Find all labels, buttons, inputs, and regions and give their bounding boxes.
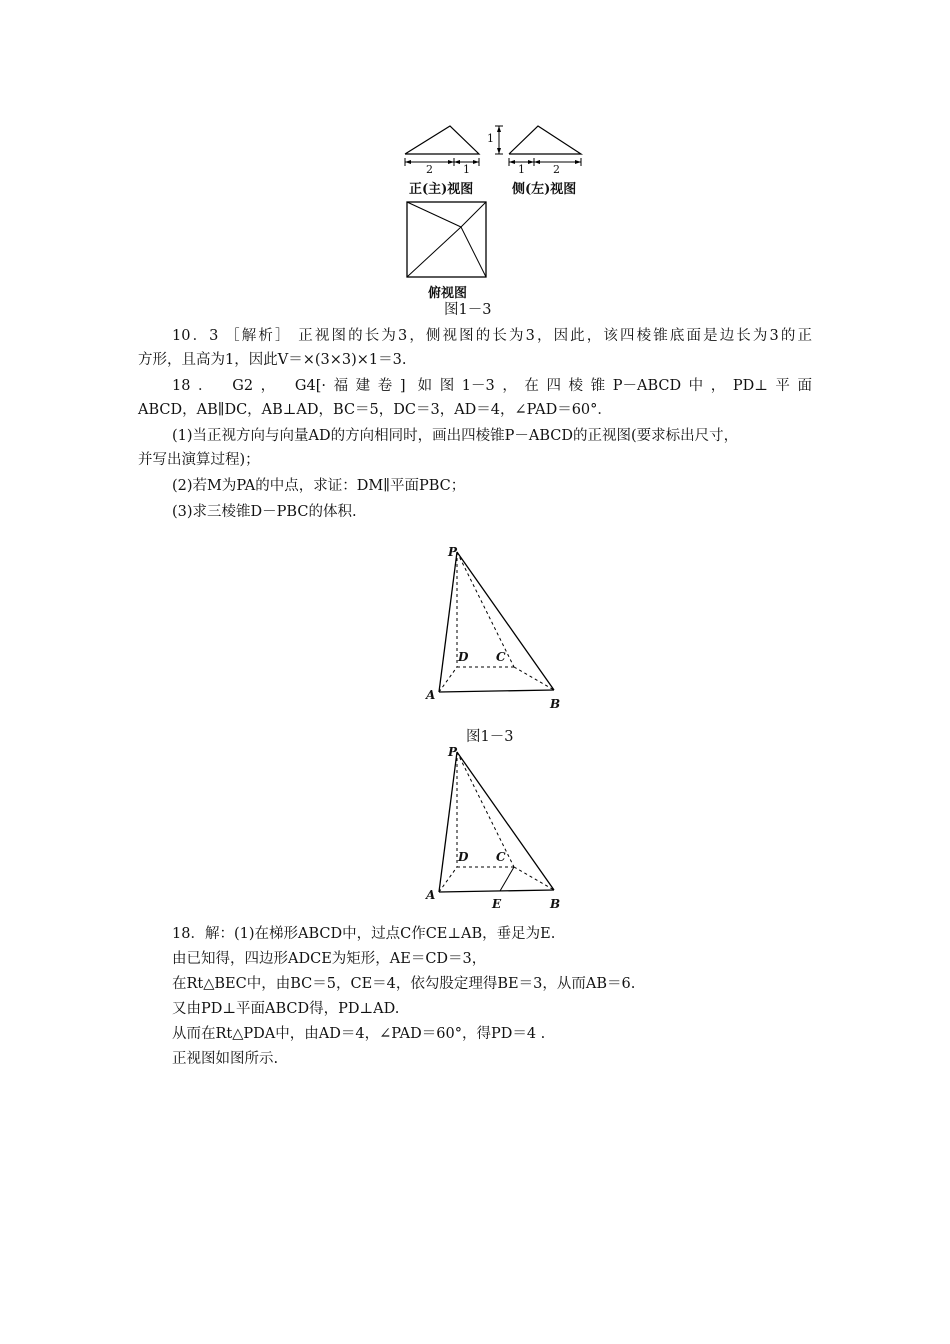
q18-part3: (3)求三棱锥D－PBC的体积.	[172, 504, 357, 520]
q18-line-2: ABCD，AB∥DC，AB⊥AD，BC＝5，DC＝3，AD＝4，∠PAD＝60°．	[138, 402, 612, 418]
solution-block	[172, 924, 635, 1074]
vertex-a-label: A	[426, 688, 436, 702]
vertex-a-label: A	[426, 888, 436, 902]
three-view-figure	[395, 118, 595, 318]
top-view-caption: 俯视图	[428, 286, 468, 301]
front-dim-right: 1	[463, 163, 470, 176]
vertex-d-label: D	[458, 650, 469, 664]
solution-line: 在Rt△BEC中，由BC＝5，CE＝4，依勾股定理得BE＝3，从而AB＝6.	[172, 976, 636, 992]
pyramid-2-lines	[420, 740, 570, 915]
q10-line-2: 方形，且高为1，因此V＝×(3×3)×1＝3.	[138, 352, 407, 368]
edge-ab	[439, 690, 554, 692]
pyramid-figure-caption: 图1－3	[466, 729, 514, 745]
three-view-figure-caption: 图1－3	[444, 302, 492, 318]
vertex-c-label: C	[496, 650, 506, 664]
pyramid-1-lines	[420, 540, 570, 710]
front-dim-left: 2	[426, 163, 433, 176]
side-view-triangle	[509, 126, 581, 154]
height-dim: 1	[487, 132, 494, 145]
edge-ce	[500, 867, 514, 891]
solution-line: 18．解：(1)在梯形ABCD中，过点C作CE⊥AB，垂足为E.	[172, 926, 556, 942]
side-dim-right: 2	[553, 163, 560, 176]
edge-pb	[457, 552, 554, 690]
solution-line: 从而在Rt△PDA中，由AD＝4，∠PAD＝60°，得PD＝4 .	[172, 1026, 546, 1042]
pyramid-figure-2	[420, 740, 570, 915]
solution-line: 正视图如图所示.	[172, 1051, 279, 1067]
three-view-lines	[395, 118, 595, 318]
vertex-d-label: D	[458, 850, 469, 864]
front-view-triangle	[405, 126, 479, 154]
vertex-e-label: E	[492, 897, 502, 911]
vertex-p-label: P	[448, 745, 458, 759]
q18-part1-line-2: 并写出演算过程)；	[138, 452, 260, 468]
edge-cb	[514, 667, 554, 690]
vertex-b-label: B	[550, 697, 561, 711]
q18-part2: (2)若M为PA的中点，求证：DM∥平面PBC；	[172, 478, 466, 494]
side-dim-left: 1	[518, 163, 525, 176]
side-view-caption: 侧(左)视图	[512, 182, 577, 197]
vertex-b-label: B	[550, 897, 561, 911]
pyramid-figure-1	[420, 540, 570, 710]
front-view-caption: 正(主)视图	[409, 182, 474, 197]
solution-line: 由已知得，四边形ADCE为矩形，AE＝CD＝3，	[172, 951, 487, 967]
solution-line: 又由PD⊥平面ABCD得，PD⊥AD.	[172, 1001, 400, 1017]
q18-line-1: 18． G2， G4[·福建卷] 如图1－3，在四棱锥P－ABCD中，PD⊥平面	[172, 378, 812, 394]
vertex-p-label: P	[448, 545, 458, 559]
q18-part1-line-1: (1)当正视方向与向量AD的方向相同时，画出四棱锥P－ABCD的正视图(要求标出尺寸，	[172, 428, 739, 444]
vertex-c-label: C	[496, 850, 506, 864]
q10-line-1: 10．3 ［解析］ 正视图的长为3，侧视图的长为3，因此，该四棱锥底面是边长为3的正	[172, 328, 812, 344]
